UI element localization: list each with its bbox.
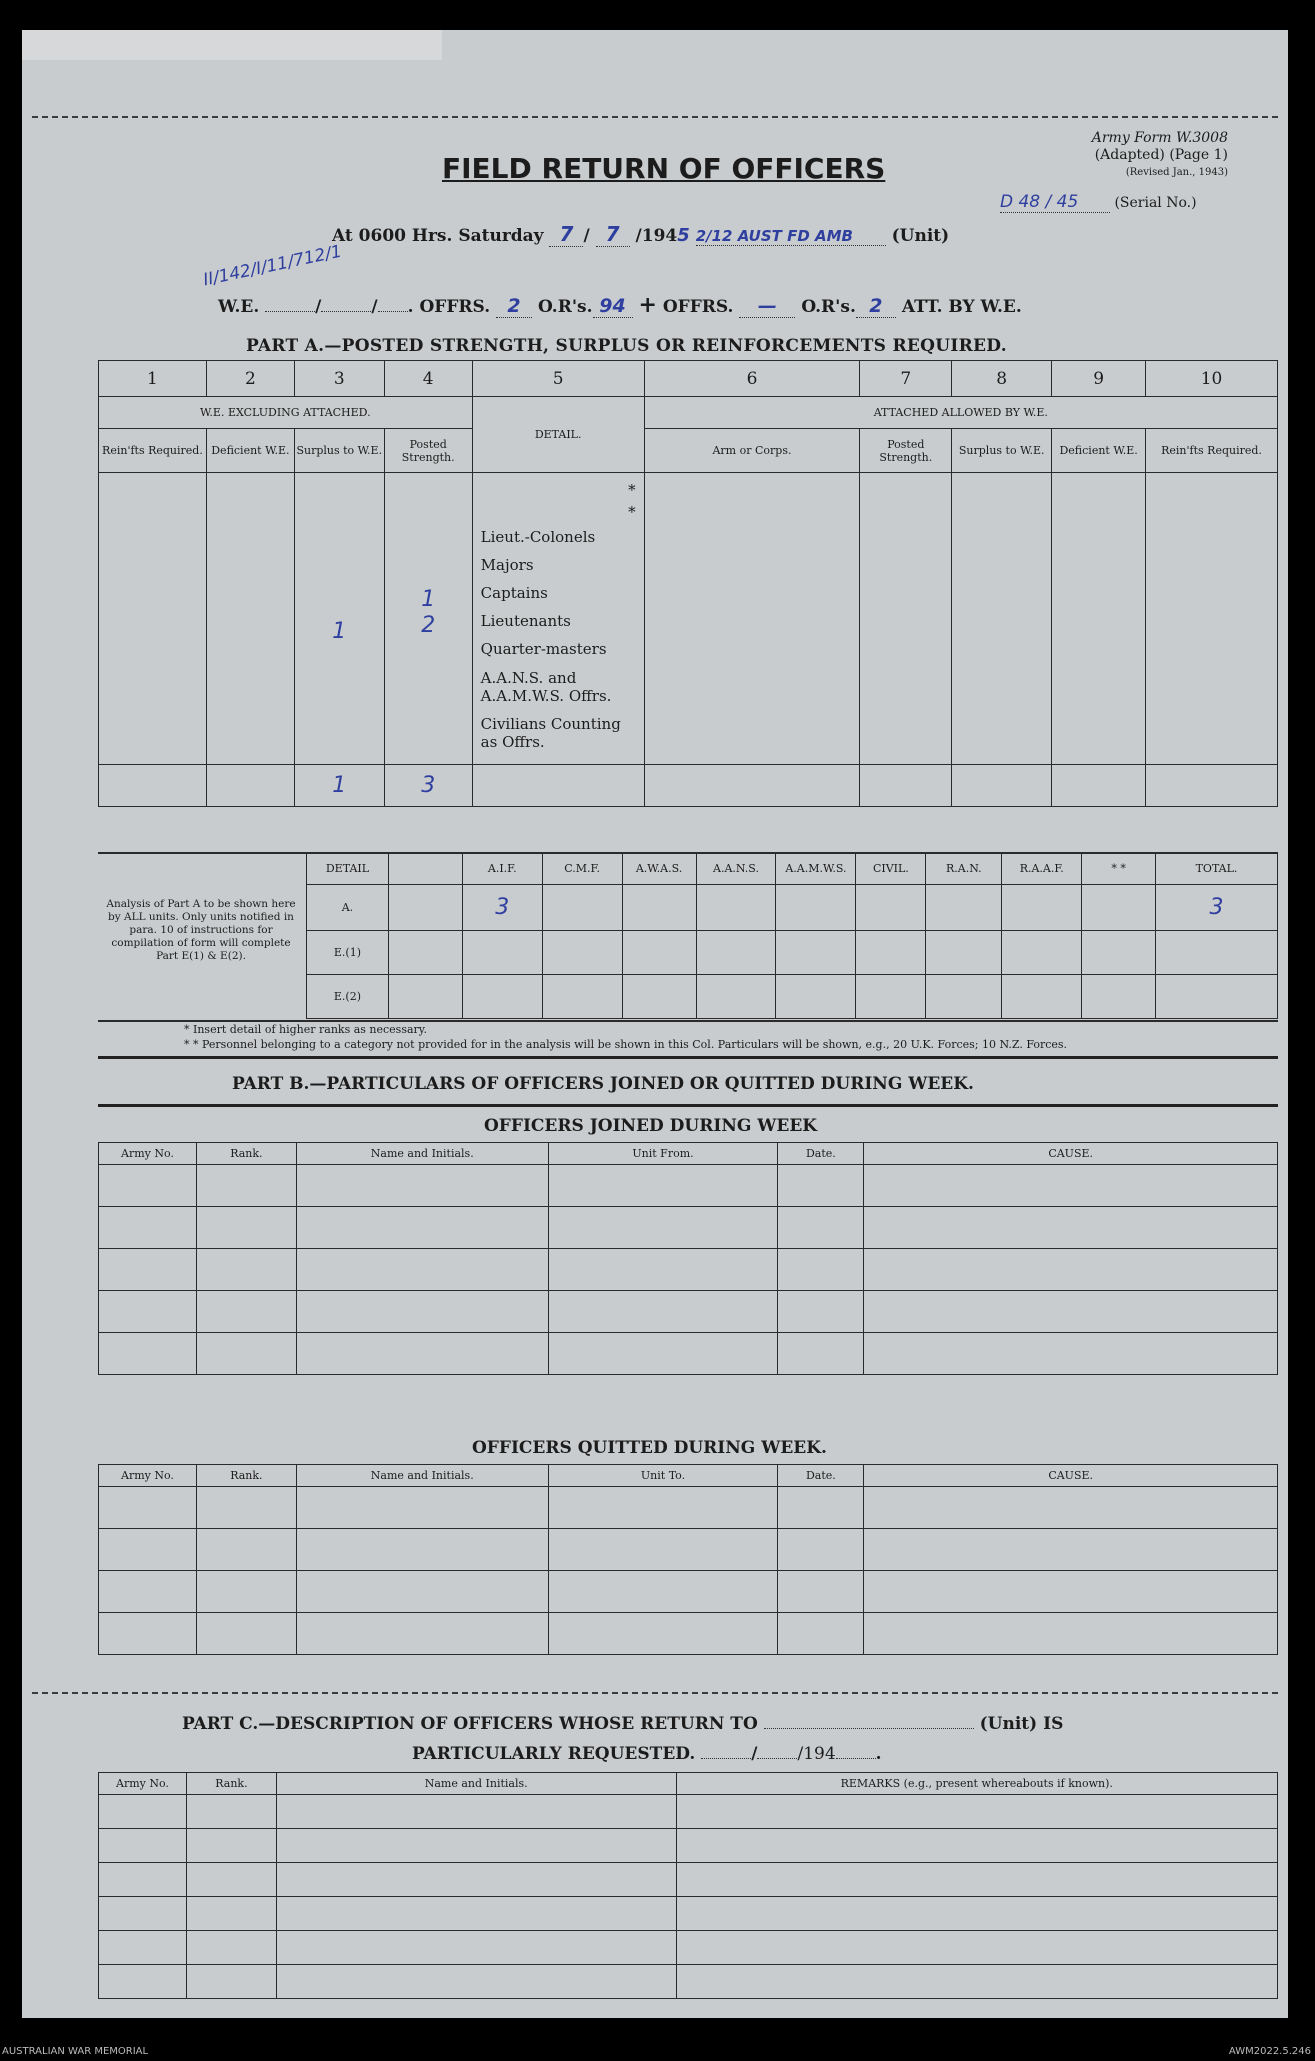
analysis-header: R.A.A.F.: [1002, 853, 1082, 885]
table-row: [99, 1333, 1278, 1375]
part-c-header: Name and Initials.: [276, 1773, 676, 1795]
sub-header-row: [99, 429, 1278, 473]
month-hw: 7: [596, 222, 630, 247]
detail-cell: [472, 473, 644, 765]
sub-header: Deficient W.E.: [1052, 429, 1146, 473]
part-c-header-row: [99, 1773, 1278, 1795]
sub-header: Surplus to W.E.: [952, 429, 1052, 473]
form-number: Army Form W.3008: [1091, 130, 1228, 146]
rank-label: Civilians Counting as Offrs.: [480, 715, 621, 751]
aif-a-hw: 3: [462, 885, 542, 931]
form-number-block: [1092, 130, 1228, 181]
analysis-header: CIVIL.: [856, 853, 926, 885]
analysis-header: C.M.F.: [542, 853, 622, 885]
ors-hw: 94: [593, 295, 633, 318]
part-c-line2: PARTICULARLY REQUESTED. / /194 .: [412, 1744, 882, 1764]
col-num: 5: [472, 361, 644, 397]
ors2-hw: 2: [856, 295, 896, 318]
table-row: [99, 1165, 1278, 1207]
posted-cell: [384, 473, 472, 765]
analysis-header: A.I.F.: [462, 853, 542, 885]
att-label: ATT. BY W.E.: [901, 297, 1022, 317]
form-paper: [22, 30, 1288, 2018]
joined-header-row: [99, 1143, 1278, 1165]
page-title: FIELD RETURN OF OFFICERS: [442, 152, 886, 185]
joined-header: Name and Initials.: [296, 1143, 548, 1165]
sub-header: Arm or Corps.: [644, 429, 860, 473]
table-row: [99, 1571, 1278, 1613]
ors2-label: O.R's.: [801, 297, 856, 317]
offrs2-hw: —: [739, 295, 795, 318]
joined-header: CAUSE.: [864, 1143, 1278, 1165]
part-a-title: PART A.—POSTED STRENGTH, SURPLUS OR REINFORCEMENTS REQUIRED.: [246, 336, 1007, 356]
serial-label: (Serial No.): [1114, 195, 1197, 211]
total-posted-hw: 3: [384, 765, 472, 807]
total-a-hw: 3: [1156, 885, 1278, 931]
table-row: [99, 1529, 1278, 1571]
quitted-header-row: [99, 1465, 1278, 1487]
quitted-title: OFFICERS QUITTED DURING WEEK.: [472, 1438, 827, 1458]
ranks-row: [99, 473, 1278, 765]
col-num: 9: [1052, 361, 1146, 397]
lieut-surplus-hw: 1: [332, 619, 347, 644]
analysis-row-label: E.(1): [307, 931, 389, 975]
totals-row: [99, 765, 1278, 807]
analysis-row-label: A.: [307, 885, 389, 931]
analysis-row-a: [307, 885, 1278, 931]
offrs-hw: 2: [496, 295, 532, 318]
analysis-header: A.A.M.W.S.: [776, 853, 856, 885]
joined-header: Rank.: [196, 1143, 296, 1165]
group-header-row: [99, 397, 1278, 429]
table-row: [99, 1249, 1278, 1291]
table-row: [99, 1613, 1278, 1655]
particularly-requested: PARTICULARLY REQUESTED.: [412, 1744, 696, 1764]
table-row: [99, 1487, 1278, 1529]
rank-label: A.A.N.S. and A.A.M.W.S. Offrs.: [480, 669, 612, 705]
table-row: [99, 1291, 1278, 1333]
analysis-header: A.A.N.S.: [696, 853, 776, 885]
form-adapted: (Adapted) (Page 1): [1094, 147, 1228, 163]
perforation-top: [32, 116, 1278, 118]
col-num: 8: [952, 361, 1052, 397]
footer-left: AUSTRALIAN WAR MEMORIAL: [2, 2046, 149, 2057]
joined-header: Army No.: [99, 1143, 197, 1165]
part-b-title: PART B.—PARTICULARS OF OFFICERS JOINED OR QUITTED DURING WEEK.: [232, 1074, 974, 1094]
footnote-2: * * Personnel belonging to a category not provided for in the analysis will be shown in this Col. Particulars will be shown, e.g., 20 U.K. Forces; 10 N.Z. Forces.: [184, 1038, 1068, 1051]
serial-handwritten: D 48 / 45: [1000, 192, 1110, 213]
ors-label: O.R's.: [537, 297, 593, 317]
sub-header: Posted Strength.: [860, 429, 952, 473]
quitted-header: Date.: [778, 1465, 864, 1487]
sub-header: Rein'fts Required.: [1146, 429, 1278, 473]
table-row: [99, 1931, 1278, 1965]
part-c-year: /194: [797, 1744, 836, 1764]
unit-hw: 2/12 AUST FD AMB: [696, 227, 886, 246]
offrs2-label: OFFRS.: [662, 297, 734, 317]
part-a-table: [98, 360, 1278, 807]
quitted-header: Army No.: [99, 1465, 197, 1487]
part-c-line1: [182, 1714, 1063, 1734]
col-num: 4: [384, 361, 472, 397]
col-num: 2: [206, 361, 294, 397]
table-row: [99, 1207, 1278, 1249]
col-num: 3: [294, 361, 384, 397]
analysis-row-e2: [307, 975, 1278, 1019]
analysis-header: R.A.N.: [926, 853, 1002, 885]
year-label: /194: [635, 226, 678, 246]
joined-header: Unit From.: [548, 1143, 778, 1165]
strength-line: W.E. / / . OFFRS. 2 O.R's. 94 + OFFRS. — O.R's. 2 ATT. BY W.E.: [218, 292, 1022, 318]
lieut-posted-hw: 2: [421, 613, 436, 638]
col-num: 7: [860, 361, 952, 397]
analysis-row-e1: [307, 931, 1278, 975]
analysis-note: Analysis of Part A to be shown here by ALL units. Only units notified in para. 10 of instructions for compilation of form will complete Part E(1) & E(2).: [106, 898, 296, 962]
analysis-row-label: E.(2): [307, 975, 389, 1019]
analysis-header: DETAIL: [307, 853, 389, 885]
star-marker: *: [628, 481, 636, 499]
analysis-header: A.W.A.S.: [622, 853, 696, 885]
unit-label: (Unit): [891, 226, 950, 246]
day-hw: 7: [549, 222, 583, 247]
footer-right: AWM2022.5.246: [1228, 2046, 1311, 2057]
quitted-header: Unit To.: [548, 1465, 778, 1487]
year-hw: 5: [677, 225, 690, 246]
analysis-header: [388, 853, 462, 885]
quitted-table: [98, 1464, 1278, 1655]
analysis-header: * *: [1082, 853, 1156, 885]
surplus-cell: [294, 473, 384, 765]
sub-header: Posted Strength.: [384, 429, 472, 473]
analysis-header: TOTAL.: [1156, 853, 1278, 885]
date-line: At 0600 Hrs. Saturday 7 / 7 /1945 2/12 AUST FD AMB (Unit): [332, 222, 950, 246]
detail-header: DETAIL.: [472, 397, 644, 473]
form-revised: (Revised Jan., 1943): [1125, 167, 1228, 178]
captains-posted-hw: 1: [421, 587, 436, 612]
column-number-row: [99, 361, 1278, 397]
star-marker: *: [628, 503, 636, 521]
sub-header: Surplus to W.E.: [294, 429, 384, 473]
col-num: 1: [99, 361, 207, 397]
total-surplus-hw: 1: [294, 765, 384, 807]
offrs-label: OFFRS.: [419, 297, 491, 317]
we-handwritten: II/142/I/11/712/1: [201, 241, 344, 291]
perforation-bottom: [32, 1692, 1278, 1694]
joined-title: OFFICERS JOINED DURING WEEK: [484, 1116, 818, 1136]
rank-label: Majors: [480, 556, 534, 574]
table-row: [99, 1897, 1278, 1931]
serial-line: [1000, 192, 1197, 213]
quitted-header: Rank.: [196, 1465, 296, 1487]
part-c-header: REMARKS (e.g., present whereabouts if known).: [676, 1773, 1277, 1795]
sub-header: Rein'fts Required.: [99, 429, 207, 473]
plus-sign: +: [638, 292, 657, 318]
part-c-header: Army No.: [99, 1773, 187, 1795]
rank-label: Lieutenants: [480, 612, 571, 630]
group-right-header: ATTACHED ALLOWED BY W.E.: [644, 397, 1277, 429]
we-label: W.E.: [218, 297, 260, 317]
part-c-header: Rank.: [186, 1773, 276, 1795]
joined-header: Date.: [778, 1143, 864, 1165]
quitted-header: Name and Initials.: [296, 1465, 548, 1487]
joined-table: [98, 1142, 1278, 1375]
col-num: 10: [1146, 361, 1278, 397]
analysis-header-row: [307, 853, 1278, 885]
part-c-title: PART C.—DESCRIPTION OF OFFICERS WHOSE RETURN TO: [182, 1714, 758, 1734]
divider: [98, 1056, 1278, 1059]
table-row: [99, 1863, 1278, 1897]
rank-label: Lieut.-Colonels: [480, 528, 596, 546]
group-left-header: W.E. EXCLUDING ATTACHED.: [99, 397, 473, 429]
footnote-1: * Insert detail of higher ranks as necessary.: [184, 1023, 428, 1036]
quitted-header: CAUSE.: [864, 1465, 1278, 1487]
at-label: At 0600 Hrs. Saturday: [332, 226, 544, 246]
table-row: [99, 1965, 1278, 1999]
part-c-table: [98, 1772, 1278, 1999]
divider: [98, 1104, 1278, 1107]
torn-corner: [22, 30, 442, 60]
table-row: [99, 1829, 1278, 1863]
analysis-table: [306, 852, 1278, 1019]
rank-label: Captains: [480, 584, 548, 602]
sub-header: Deficient W.E.: [206, 429, 294, 473]
table-row: [99, 1795, 1278, 1829]
part-c-unit-label: (Unit) IS: [979, 1714, 1064, 1734]
col-num: 6: [644, 361, 860, 397]
rank-label: Quarter-masters: [480, 640, 607, 658]
